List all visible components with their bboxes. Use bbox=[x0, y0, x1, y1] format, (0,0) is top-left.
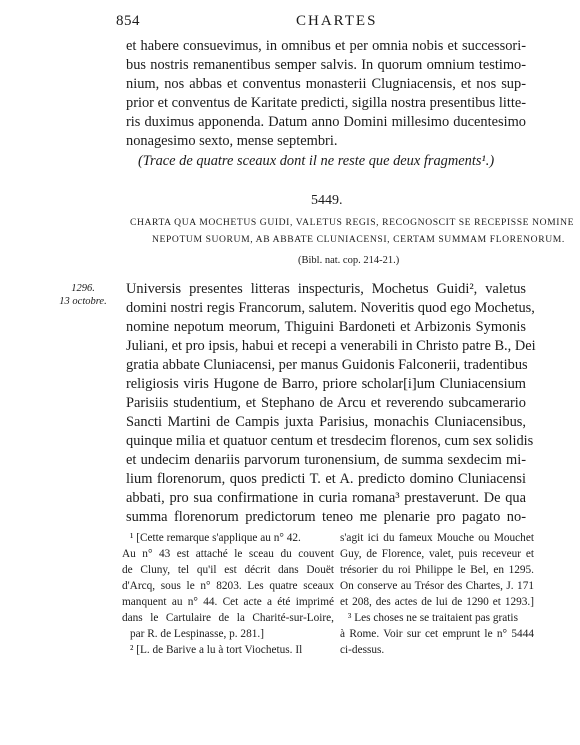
footnote-line: à Rome. Voir sur cet emprunt le n° 5444 bbox=[340, 628, 534, 640]
seal-note: (Trace de quatre sceaux dont il ne reste que deux fragments¹.) bbox=[138, 153, 495, 169]
page-number: 854 bbox=[116, 13, 140, 29]
text-line: gratia abbate Cluniacensi, per manus Guidonis Falconerii, tradentibus bbox=[126, 357, 528, 373]
text-line: nium, nos abbas et conventus monasterii Clugniacensis, et nos sup- bbox=[126, 76, 526, 92]
footnote-line: trésorier du roi Philippe le Bel, en 1295. bbox=[340, 564, 534, 576]
text-line: Juliani, et pro ipsis, habui et recepi a venerabili in Christo patre B., Dei bbox=[126, 338, 536, 354]
footnote-line: Au n° 43 est attaché le sceau du couvent bbox=[122, 548, 334, 560]
text-line: nomine nepotum meorum, Thiguini Bardoneti et Arbizonis Symonis bbox=[126, 319, 526, 335]
text-line: summa florenorum predictorum teneo me plenarie pro pagato no- bbox=[126, 509, 526, 525]
footnote-line: ² [L. de Barive a lu à tort Viochetus. Il bbox=[130, 644, 303, 656]
footnote-line: ³ Les choses ne se traitaient pas gratis bbox=[348, 612, 518, 624]
text-line: religiosis viris Hugone de Barro, priore scholar[i]um Cluniacensium bbox=[126, 376, 526, 392]
text-line: et undecim denariis parvorum turonensium, de summa sexdecim mi- bbox=[126, 452, 526, 468]
text-line: bus nostris remanentibus semper salvis. In quorum omnium testimo- bbox=[126, 57, 526, 73]
footnote-line: ci-dessus. bbox=[340, 644, 385, 656]
footnote-line: dans le Cartulaire de la Charité-sur-Loire, bbox=[122, 612, 334, 624]
charter-source: (Bibl. nat. cop. 214-21.) bbox=[298, 255, 400, 266]
text-line: quinque milia et quatuor centum et tresdecim florenos, cum sex solidis bbox=[126, 433, 534, 449]
margin-date: 13 octobre. bbox=[59, 296, 107, 307]
text-line: Universis presentes litteras inspecturis, Mochetus Guidi², valetus bbox=[126, 281, 526, 297]
footnote-line: par R. de Lespinasse, p. 281.] bbox=[130, 628, 264, 640]
charter-number: 5449. bbox=[311, 193, 343, 208]
footnote-line: d'Arcq, sous le n° 8203. Les quatre sceaux bbox=[122, 580, 334, 592]
text-line: domini nostri regis Francorum, salutem. Noveritis quod ego Mochetus, bbox=[126, 300, 535, 316]
text-line: Parisiis studentium, et Stephano de Arcu et reverendo subcamerario bbox=[126, 395, 526, 411]
text-line: lium florenorum, quos predicti T. et A. predicto domino Cluniacensi bbox=[126, 471, 526, 487]
text-line: ris duximus apponenda. Datum anno Domini millesimo ducentesimo bbox=[126, 114, 526, 130]
margin-year: 1296. bbox=[71, 283, 95, 294]
text-line: abbati, pro sua confirmatione in curia romana³ prestaverunt. De qua bbox=[126, 490, 526, 506]
text-line: nonagesimo sexto, mense septembri. bbox=[126, 133, 338, 149]
running-title: CHARTES bbox=[296, 13, 378, 29]
charter-title-line: NEPOTUM SUORUM, AB ABBATE CLUNIACENSI, CERTAM SUMMAM FLORENORUM. bbox=[152, 234, 565, 245]
footnote-line: Guy, de Florence, valet, puis receveur et bbox=[340, 548, 534, 560]
footnote-line: et 208, des actes de lui de 1290 et 1293.] bbox=[340, 596, 534, 608]
text-line: prior et conventus de Karitate predicti, sigilla nostra presentibus litte- bbox=[126, 95, 526, 111]
footnote-line: On conserve au Trésor des Chartes, J. 171 bbox=[340, 580, 534, 592]
charter-title-line: CHARTA QUA MOCHETUS GUIDI, VALETUS REGIS, RECOGNOSCIT SE RECEPISSE NOMINE bbox=[130, 217, 575, 228]
footnote-line: s'agit ici du fameux Mouche ou Mouchet bbox=[340, 532, 534, 544]
footnote-line: ¹ [Cette remarque s'applique au n° 42. bbox=[130, 532, 301, 544]
footnote-line: manquent au n° 44. Cet acte a été imprimé bbox=[122, 596, 334, 608]
text-line: et habere consuevimus, in omnibus et per omnia nobis et successori- bbox=[126, 38, 526, 54]
footnote-line: de Cluny, tel qu'il est décrit dans Douët bbox=[122, 564, 334, 576]
text-line: Sancti Martini de Campis juxta Parisius, monachis Cluniacensibus, bbox=[126, 414, 526, 430]
